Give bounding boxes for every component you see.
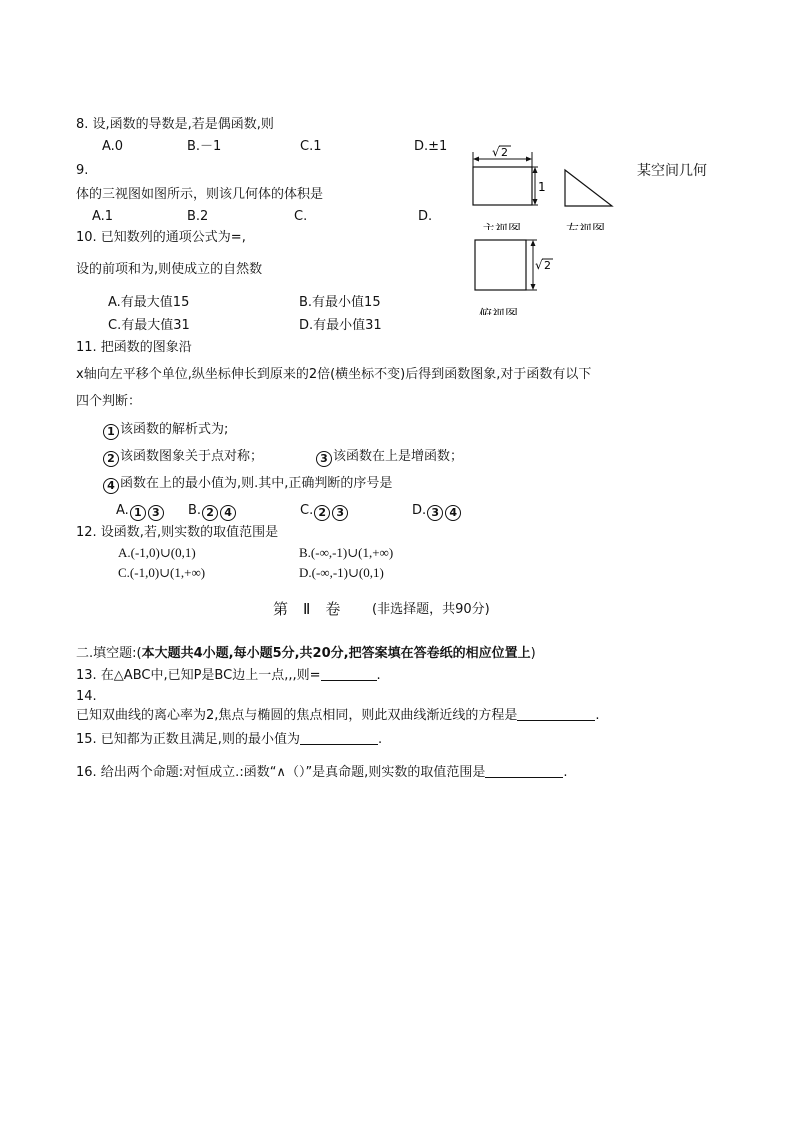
q9-stem: 体的三视图如图所示，则该几何体的体积是 [76, 187, 324, 202]
q8-stem: 8. 设,函数的导数是,若是偶函数,则 [76, 117, 274, 132]
circled-2: 2 [103, 451, 119, 467]
q11-judgment-1: 1 该函数的解析式为; [102, 422, 228, 440]
section-2-subtitle: (非选择题，共90分) [372, 602, 490, 617]
left-view-triangle [565, 170, 612, 206]
q13-answer-blank [321, 667, 377, 681]
q9-option-c: C. [294, 209, 308, 224]
section-2-title: 第 Ⅱ 卷 [273, 600, 341, 618]
q9-option-a: A.1 [92, 209, 114, 224]
q10-option-d: D.有最小值31 [299, 318, 382, 333]
circled-1: 1 [103, 424, 119, 440]
left-view-caption: 左视图 [566, 223, 606, 238]
q14-number: 14. [76, 689, 97, 704]
q12-option-c: C.(-1,0)∪(1,+∞) [118, 565, 206, 580]
top-view [475, 240, 553, 290]
q15: 15. 已知都为正数且满足,则的最小值为 . [76, 732, 383, 747]
q16-answer-blank [485, 764, 563, 778]
q9-option-d: D. [418, 209, 433, 224]
q8-option-d: D.±1 [414, 139, 448, 154]
front-sqrt-label: 2 [501, 146, 508, 159]
svg-text:√: √ [492, 145, 500, 159]
q10-stem-1: 10. 已知数列的通项公式为=, [76, 230, 246, 245]
circled-3: 3 [316, 451, 332, 467]
q12-stem: 12. 设函数,若,则实数的取值范围是 [76, 525, 279, 540]
q13: 13. 在△ABC中,已知P是BC边上一点,,,则= . [76, 668, 381, 683]
q12-option-b: B.(-∞,-1)∪(1,+∞) [299, 545, 394, 560]
q11-judgment-2: 2 该函数图象关于点对称； [102, 449, 263, 467]
q11-option-c: C. 2 3 [300, 503, 349, 521]
fill-in-heading: 二.填空题:(本大题共4小题,每小题5分,共20分,把答案填在答卷纸的相应位置上) [76, 646, 536, 661]
q11-stem-2: x轴向左平移个单位,纵坐标伸长到原来的2倍(横坐标不变)后得到函数图象,对于函数有以下 [76, 367, 592, 382]
q11-option-a: A. 1 3 [116, 503, 165, 521]
q10-option-c: C.有最大值31 [108, 318, 190, 333]
q12-option-a: A.(-1,0)∪(0,1) [118, 545, 196, 560]
q10-option-b: B.有最小值15 [299, 295, 381, 310]
q14-answer-blank [517, 707, 595, 721]
top-view-caption: 俯视图 [479, 308, 519, 323]
q10-stem-2: 设的前项和为,则使成立的自然数 [76, 262, 263, 277]
top-sqrt-label: 2 [544, 259, 551, 272]
q16: 16. 给出两个命题:对恒成立.:函数“∧（）”是真命题,则实数的取值范围是 . [76, 765, 568, 780]
q8-option-b: B.－1 [187, 139, 222, 154]
q11-stem-3: 四个判断： [76, 394, 142, 409]
circled-4: 4 [103, 478, 119, 494]
three-view-figure [462, 138, 632, 323]
q15-answer-blank [300, 731, 378, 745]
svg-text:√: √ [535, 258, 543, 272]
q14: 已知双曲线的离心率为2,焦点与椭圆的焦点相同，则此双曲线渐近线的方程是 . [76, 708, 600, 723]
height-label: 1 [538, 180, 546, 194]
q12-option-d: D.(-∞,-1)∪(0,1) [299, 565, 384, 580]
q11-option-b: B. 2 4 [188, 503, 237, 521]
q8-option-c: C.1 [300, 139, 322, 154]
q9-number: 9. [76, 163, 89, 178]
q9-option-b: B.2 [187, 209, 209, 224]
front-view-caption: 主视图 [482, 223, 522, 238]
q11-stem-1: 11. 把函数的图象沿 [76, 340, 192, 355]
q8-option-a: A.0 [102, 139, 124, 154]
front-view [473, 145, 546, 205]
q9-stem-right: 某空间几何 [637, 163, 707, 179]
q11-judgment-3: 3 该函数在上是增函数； [315, 449, 463, 467]
q10-option-a: A.有最大值15 [108, 295, 190, 310]
q11-option-d: D. 3 4 [412, 503, 462, 521]
q11-judgment-4: 4 函数在上的最小值为,则.其中,正确判断的序号是 [102, 476, 392, 494]
